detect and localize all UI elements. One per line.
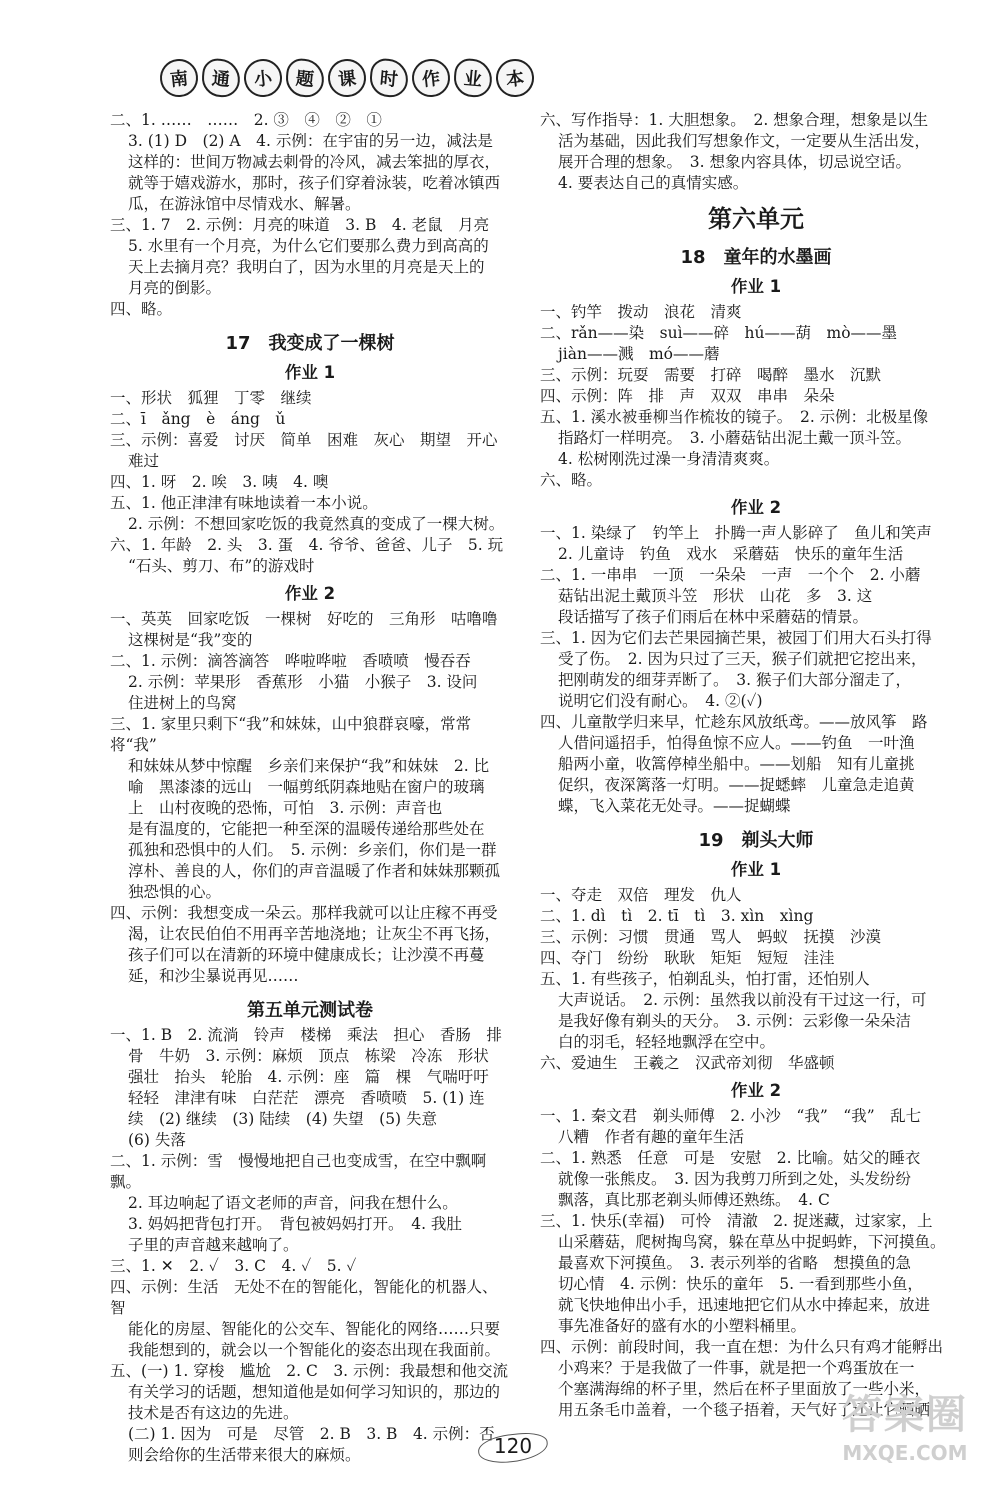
right-column — [540, 110, 972, 1421]
answer-line: 3. (1) D (2) A 4. 示例：在宇宙的另一边，减法是 — [128, 132, 493, 150]
answer-line: 三、1. ✕ 2. ✓ 3. C 4. ✓ 5. ✓ — [110, 1257, 357, 1275]
answer-line: 受了伤。 2. 因为只过了三天，猴子们就把它挖出来， — [558, 650, 927, 668]
answer-line: 白的羽毛，轻轻地飘浮在空中。 — [558, 1033, 776, 1051]
answer-line: 二、ī ǎng è áng ǔ — [110, 410, 286, 428]
answer-line: 我能想到的，就会以一个智能化的姿态出现在我面前。 — [128, 1341, 501, 1359]
answer-line: 住进树上的鸟窝 — [128, 694, 237, 712]
answer-line: 四、示例：前段时间，我一直在想：为什么只有鸡才能孵出 — [540, 1338, 944, 1356]
answer-line: 轻轻 津津有味 白茫茫 漂亮 香喷喷 5. (1) 连 — [128, 1089, 485, 1107]
answer-line: 二、1. …… …… 2. ③ ④ ② ① — [110, 111, 382, 129]
answer-line: 子里的声音越来越响了。 — [128, 1236, 299, 1254]
answer-line: 二、1. 示例：滴答滴答 哗啦哗啦 香喷喷 慢吞吞 — [110, 652, 471, 670]
answer-line: 和妹妹从梦中惊醒 乡亲们来保护“我”和妹妹 2. 比 — [128, 757, 490, 775]
answer-line: 三、1. 快乐(幸福) 可怜 清澈 2. 捉迷藏，过家家，上 — [540, 1212, 933, 1230]
answer-line: jiàn——溅 mó——蘑 — [558, 345, 720, 363]
lesson-heading: 19 剃头大师 — [698, 830, 814, 851]
answer-line: 飘落，真比那老剃头师傅还熟练。 4. C — [558, 1191, 830, 1209]
header-char: 南 — [158, 57, 200, 99]
answer-line: 小鸡来？于是我做了一件事，就是把一个鸡蛋放在一 — [558, 1359, 915, 1377]
answer-line: 四、示例：我想变成一朵云。那样我就可以让庄稼不再受 — [110, 904, 498, 922]
answer-line: 这棵树是“我”变的 — [128, 631, 253, 649]
header-char: 课 — [326, 57, 368, 99]
answer-line: 则会给你的生活带来很大的麻烦。 — [128, 1446, 361, 1464]
answer-line: 人借问遥招手，怕得鱼惊不应人。——钓鱼 一叶渔 — [558, 734, 915, 752]
answer-line: 事先准备好的盛有水的小塑料桶里。 — [558, 1317, 807, 1335]
answer-line: 大声说话。 2. 示例：虽然我以前没有干过这一行，可 — [558, 991, 927, 1009]
answer-line: 个塞满海绵的杯子里，然后在杯子里面放了一些小米， — [558, 1380, 931, 1398]
answer-line: 三、示例：习惯 贯通 骂人 蚂蚁 抚摸 沙漠 — [540, 928, 882, 946]
answer-line: 淳朴、善良的人，你们的声音温暖了作者和妹妹那颗孤 — [128, 862, 501, 880]
answer-line: 六、爱迪生 王羲之 汉武帝刘彻 华盛顿 — [540, 1054, 835, 1072]
answer-line: 山采蘑菇，爬树掏鸟窝，躲在草丛中捉蚂蚱，下河摸鱼。 — [558, 1233, 946, 1251]
header-char: 作 — [410, 57, 452, 99]
answer-line: 四、1. 呀 2. 唉 3. 咦 4. 噢 — [110, 473, 329, 491]
answer-line: 五、1. 有些孩子，怕剃乱头，怕打雷，还怕别人 — [540, 970, 870, 988]
answer-line: 2. 示例：不想回家吃饭的我竟然真的变成了一棵大树。 — [128, 515, 505, 533]
answer-line: (6) 失落 — [128, 1131, 186, 1149]
answer-line: 段话描写了孩子们雨后在林中采蘑菇的情景。 — [558, 608, 869, 626]
header-char: 业 — [452, 57, 493, 98]
page-number-text: 120 — [493, 1434, 533, 1458]
answer-line: 一、英英 回家吃饭 一棵树 好吃的 三角形 咕噜噜 — [110, 610, 498, 628]
answer-line: 技术是否有这边的先进。 — [128, 1404, 299, 1422]
watermark-url: MXQE.COM — [842, 1441, 968, 1465]
answer-line: 2. 耳边响起了语文老师的声音，问我在想什么。 — [128, 1194, 458, 1212]
answer-line: 五、1. 他正津津有味地读着一本小说。 — [110, 494, 378, 512]
answer-line: 能化的房屋、智能化的公交车、智能化的网络……只要 — [128, 1320, 501, 1338]
answer-line: 促织，夜深篱落一灯明。——捉蟋蟀 儿童急走追黄 — [558, 776, 915, 794]
site-watermark — [820, 1390, 990, 1490]
answer-line: 是有温度的，它能把一种至深的温暖传递给那些处在 — [128, 820, 485, 838]
page-number — [478, 1428, 548, 1464]
answer-line: 天上去摘月亮？我明白了，因为水里的月亮是天上的 — [128, 258, 485, 276]
answer-line: 二、1. 熟悉 任意 可是 安慰 2. 比喻。姑父的睡衣 — [540, 1149, 921, 1167]
answer-line: 2. 儿童诗 钓鱼 戏水 采蘑菇 快乐的童年生活 — [558, 545, 904, 563]
answer-line: 切心情 4. 示例：快乐的童年 5. 一看到那些小鱼， — [558, 1275, 923, 1293]
answer-line: 一、形状 狐狸 丁零 继续 — [110, 389, 312, 407]
answer-line: 瓜，在游泳馆中尽情戏水、解暑。 — [128, 195, 361, 213]
answer-line: 五、(一) 1. 穿梭 尴尬 2. C 3. 示例：我最想和他交流 — [110, 1362, 509, 1380]
answer-line: 六、1. 年龄 2. 头 3. 蛋 4. 爷爷、爸爸、儿子 5. 玩 — [110, 536, 504, 554]
answer-line: 孩子们可以在清新的环境中健康成长；让沙漠不再蔓 — [128, 946, 485, 964]
answer-line: 把刚萌发的细芽弄断了。 3. 猴子们大部分溜走了， — [558, 671, 911, 689]
answer-line: 三、1. 因为它们去芒果园摘芒果，被园丁们用大石头打得 — [540, 629, 932, 647]
header-char: 题 — [284, 57, 325, 98]
page-number-leaf-ornament — [477, 1430, 550, 1465]
left-column — [110, 110, 510, 1466]
answer-line: 六、略。 — [540, 471, 603, 489]
answer-line: 独恐惧的心。 — [128, 883, 222, 901]
book-series-header — [160, 56, 538, 100]
header-char: 时 — [368, 57, 409, 98]
answer-line: 骨 牛奶 3. 示例：麻烦 顶点 栋梁 冷冻 形状 — [128, 1047, 489, 1065]
homework-heading: 作业 2 — [730, 498, 782, 517]
answer-line: 4. 松树刚洗过澡一身清清爽爽。 — [558, 450, 780, 468]
answer-line: 用五条毛巾盖着，一个毯子捂着，天气好了还让它晒晒 — [558, 1401, 931, 1419]
watermark-logo-text: 答案圈 — [842, 1392, 968, 1438]
answer-line: 船两小童，收篙停棹坐船中。——划船 知有儿童挑 — [558, 755, 915, 773]
answer-line: 这样的：世间万物减去刺骨的冷风，减去笨拙的厚衣， — [128, 153, 501, 171]
answer-line: 四、夺门 纷纷 耿耿 矩矩 短短 洼洼 — [540, 949, 835, 967]
answer-line: 就飞快地伸出小手，迅速地把它们从水中捧起来，放进 — [558, 1296, 931, 1314]
homework-heading: 作业 1 — [284, 363, 336, 382]
answer-line: 就像一张熊皮。 3. 因为我剪刀所到之处，头发纷纷 — [558, 1170, 911, 1188]
answer-line: 孤独和恐惧中的人们。 5. 示例：乡亲们，你们是一群 — [128, 841, 497, 859]
answer-line: 难过 — [128, 452, 160, 470]
answer-line: 展开合理的想象。 3. 想象内容具体，切忌说空话。 — [558, 153, 911, 171]
lesson-heading: 18 童年的水墨画 — [680, 247, 832, 268]
header-char: 通 — [200, 57, 241, 98]
answer-line: 2. 示例：苹果形 香蕉形 小猫 小猴子 3. 设问 — [128, 673, 478, 691]
lesson-heading: 第五单元测试卷 — [247, 1000, 373, 1021]
unit-heading: 第六单元 — [708, 205, 804, 233]
answer-line: 是我好像有剃头的天分。 3. 示例：云彩像一朵朵洁 — [558, 1012, 911, 1030]
answer-line: 二、1. 示例：雪 慢慢地把自己也变成雪，在空中飘啊飘。 — [110, 1152, 487, 1191]
answer-line: 指路灯一样明亮。 3. 小蘑菇钻出泥土戴一顶斗笠。 — [558, 429, 911, 447]
answer-line: (二) 1. 因为 可是 尽管 2. B 3. B 4. 示例：否 — [128, 1425, 495, 1443]
answer-line: 喻 黑漆漆的远山 一幅剪纸阴森地贴在窗户的玻璃 — [128, 778, 485, 796]
answer-line: 四、儿童散学归来早，忙趁东风放纸鸢。——放风筝 路 — [540, 713, 928, 731]
answer-line: 一、1. B 2. 流淌 铃声 楼梯 乘法 担心 香肠 排 — [110, 1026, 502, 1044]
homework-heading: 作业 1 — [730, 277, 782, 296]
answer-line: 3. 妈妈把背包打开。 背包被妈妈打开。 4. 我肚 — [128, 1215, 462, 1233]
header-char: 小 — [242, 57, 284, 99]
answer-line: 二、rǎn——染 suì——碎 hú——葫 mò——墨 — [540, 324, 898, 342]
homework-heading: 作业 2 — [730, 1081, 782, 1100]
answer-line: 二、1. dì tì 2. tī tì 3. xìn xìng — [540, 907, 814, 925]
answer-line: 一、1. 秦文君 剃头师傅 2. 小沙 “我” “我” 乱七 — [540, 1107, 922, 1125]
answer-line: 渴，让农民伯伯不用再辛苦地浇地；让灰尘不再飞扬， — [128, 925, 501, 943]
answer-line: 4. 要表达自己的真情实感。 — [558, 174, 749, 192]
header-char: 本 — [494, 57, 536, 99]
answer-line: 三、示例：玩耍 需要 打碎 喝醉 墨水 沉默 — [540, 366, 882, 384]
answer-line: 上 山村夜晚的恐怖，可怕 3. 示例：声音也 — [128, 799, 443, 817]
answer-line: 就等于嬉戏游水，那时，孩子们穿着泳装，吃着冰镇西 — [128, 174, 501, 192]
homework-heading: 作业 2 — [284, 584, 336, 603]
answer-line: 二、1. 一串串 一顶 一朵朵 一声 一个个 2. 小蘑 — [540, 566, 921, 584]
answer-line: 四、示例：生活 无处不在的智能化，智能化的机器人、智 — [110, 1278, 498, 1317]
answer-line: 月亮的倒影。 — [128, 279, 222, 297]
answer-line: 菇钻出泥土戴顶斗笠 形状 山花 多 3. 这 — [558, 587, 873, 605]
answer-line: 一、1. 染绿了 钓竿上 扑腾一声人影碎了 鱼儿和笑声 — [540, 524, 932, 542]
answer-line: 八糟 作者有趣的童年生活 — [558, 1128, 745, 1146]
answer-line: 延，和沙尘暴说再见…… — [128, 967, 299, 985]
answer-line: 5. 水里有一个月亮，为什么它们要那么费力到高高的 — [128, 237, 489, 255]
answer-line: 五、1. 溪水被垂柳当作梳妆的镜子。 2. 示例：北极星像 — [540, 408, 929, 426]
answer-line: 强壮 抬头 轮胎 4. 示例：座 篇 棵 气喘吁吁 — [128, 1068, 489, 1086]
answer-line: 一、夺走 双倍 理发 仇人 — [540, 886, 742, 904]
answer-line: “石头、剪刀、布”的游戏时 — [128, 557, 315, 575]
answer-line: 三、1. 7 2. 示例：月亮的味道 3. B 4. 老鼠 月亮 — [110, 216, 490, 234]
answer-line: 有关学习的话题，想知道他是如何学习知识的，那边的 — [128, 1383, 501, 1401]
homework-heading: 作业 1 — [730, 860, 782, 879]
answer-line: 四、略。 — [110, 300, 173, 318]
answer-line: 续 (2) 继续 (3) 陆续 (4) 失望 (5) 失意 — [128, 1110, 438, 1128]
answer-line: 最喜欢下河摸鱼。 3. 表示列举的省略 想摸鱼的急 — [558, 1254, 911, 1272]
answer-line: 四、示例：阵 排 声 双双 串串 朵朵 — [540, 387, 835, 405]
answer-line: 活为基础，因此我们写想象作文，一定要从生活出发， — [558, 132, 931, 150]
answer-line: 三、示例：喜爱 讨厌 简单 困难 灰心 期望 开心 — [110, 431, 498, 449]
lesson-heading: 17 我变成了一棵树 — [225, 333, 395, 354]
answer-line: 六、写作指导：1. 大胆想象。 2. 想象合理，想象是以生 — [540, 111, 929, 129]
answer-line: 一、钓竿 拨动 浪花 清爽 — [540, 303, 742, 321]
answer-line: 三、1. 家里只剩下“我”和妹妹，山中狼群哀嚎，常常将“我” — [110, 715, 472, 754]
answer-line: 说明它们没有耐心。 4. ②(✓) — [558, 692, 763, 710]
answer-line: 蝶，飞入菜花无处寻。——捉蝴蝶 — [558, 797, 791, 815]
